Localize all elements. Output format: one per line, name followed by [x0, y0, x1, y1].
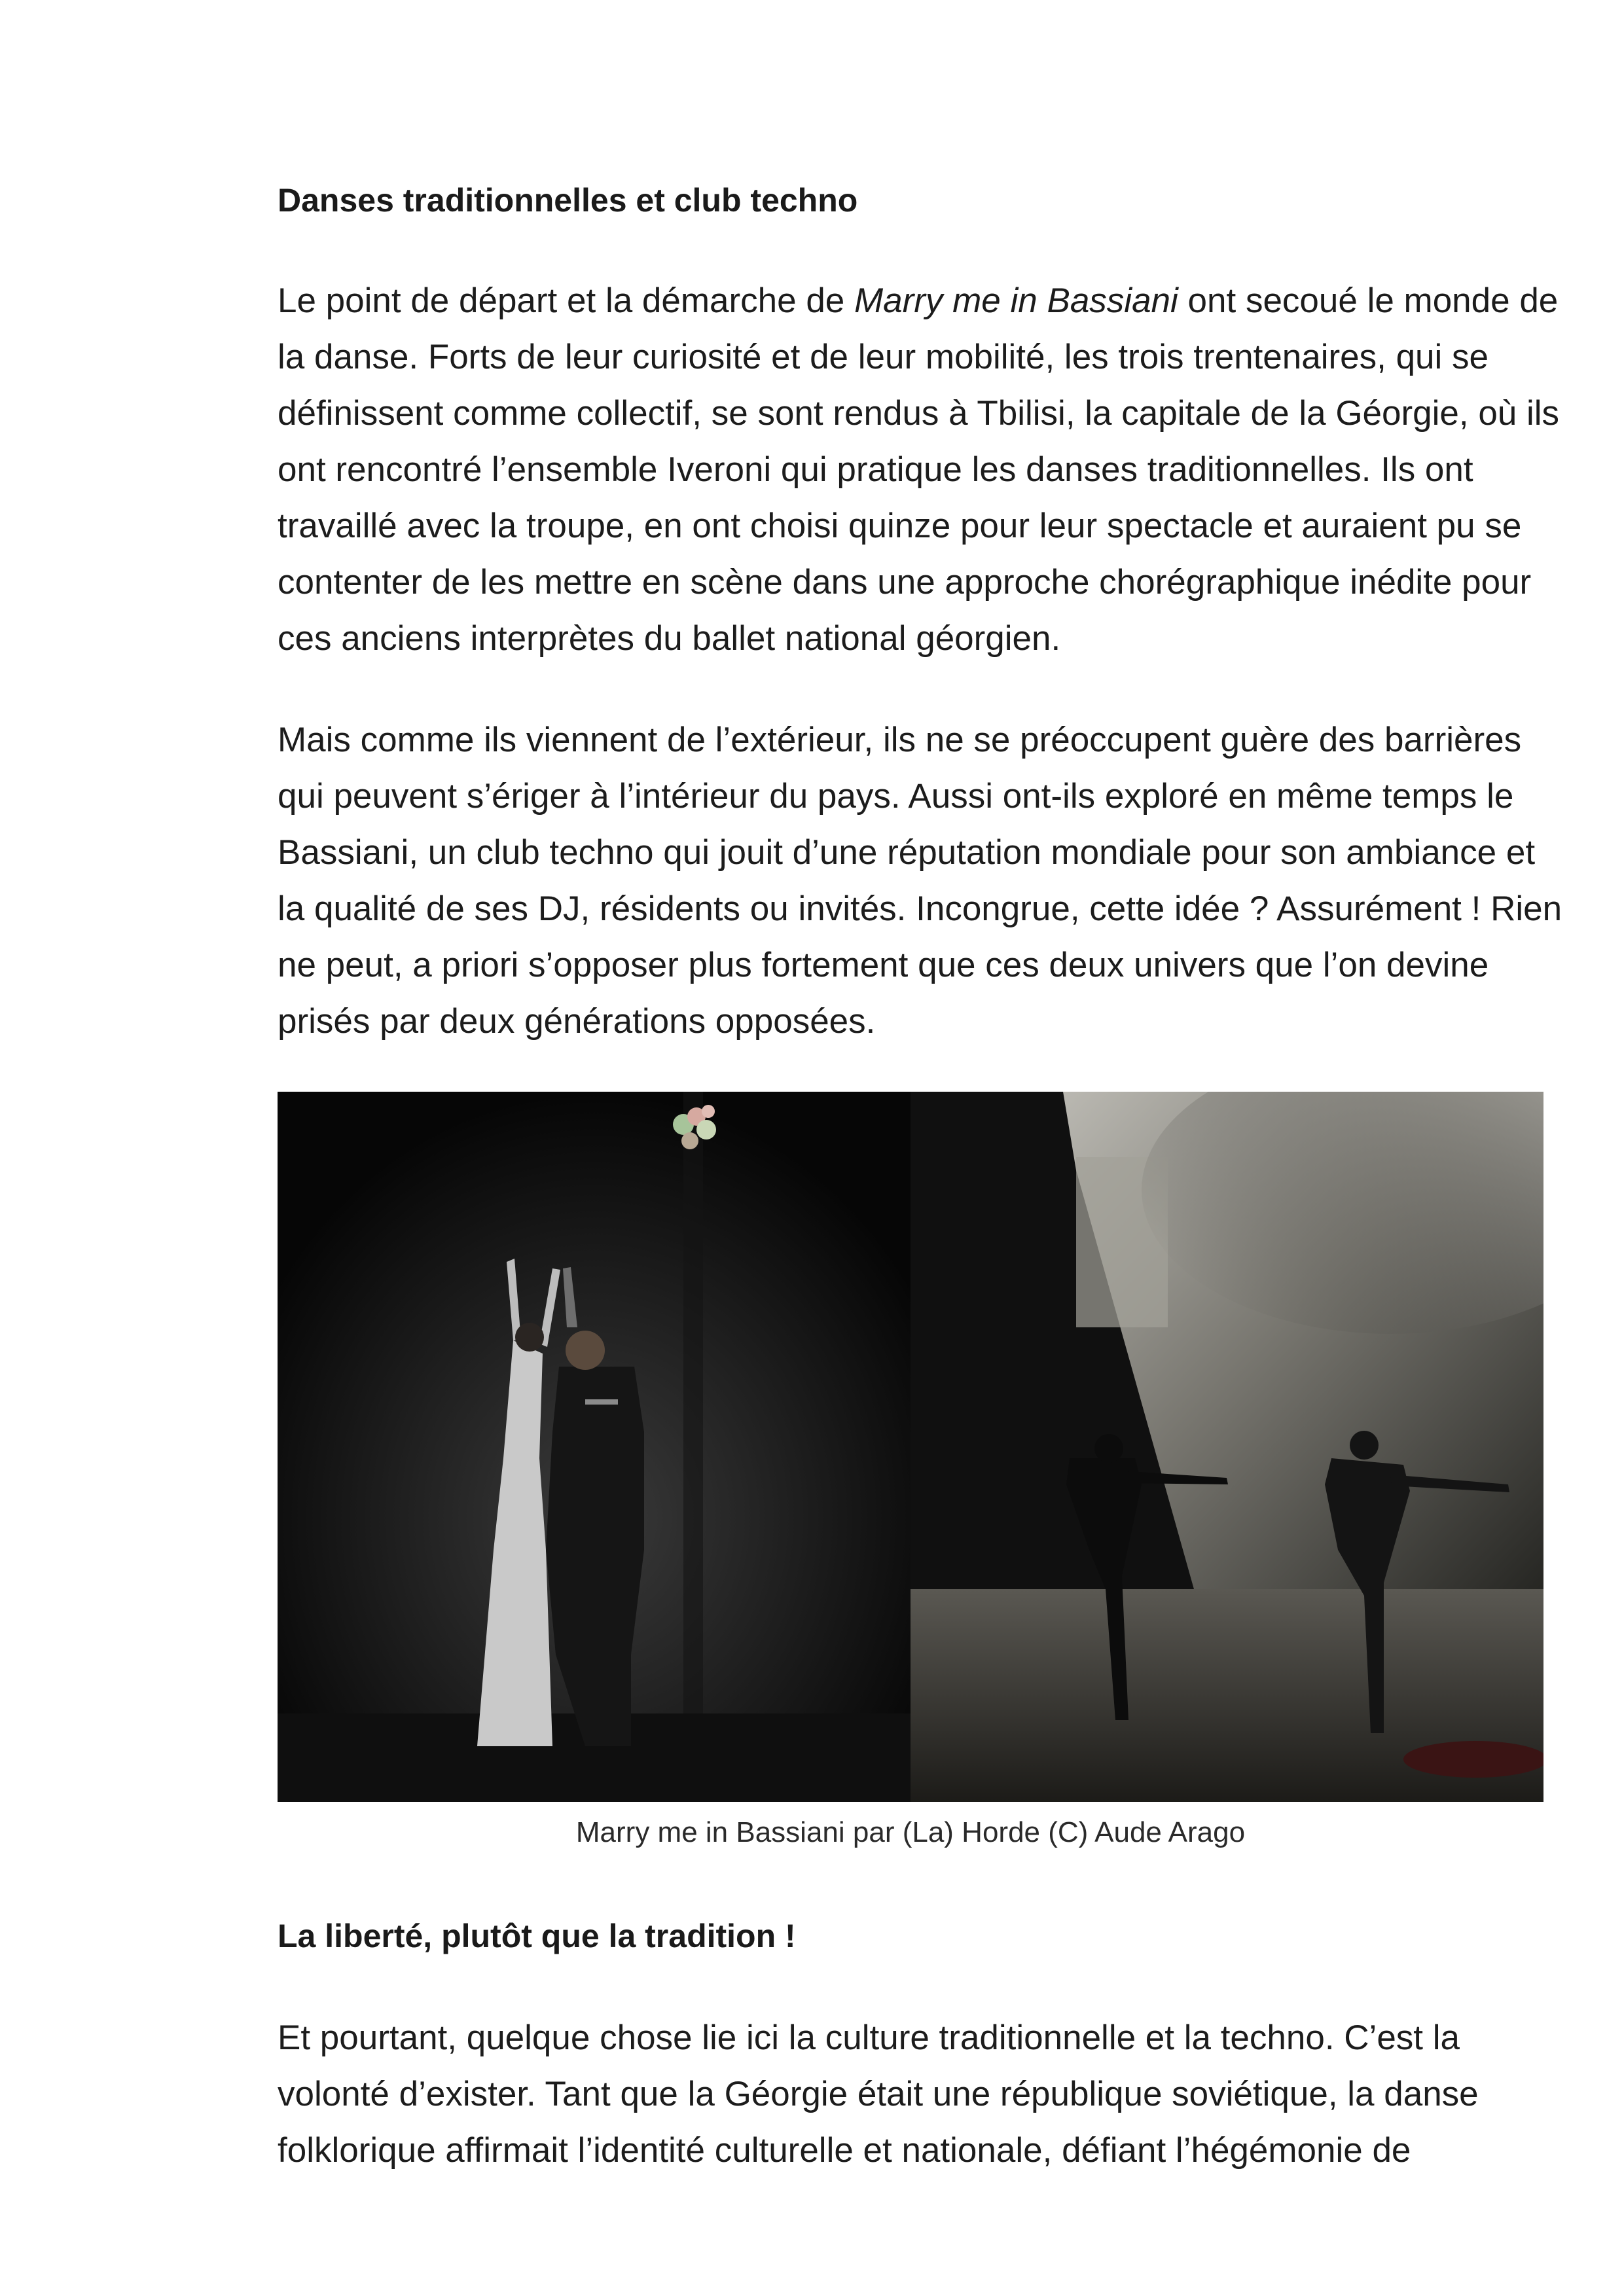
text-line: ces anciens interprètes du ballet national géorgien.: [278, 619, 1061, 658]
paragraph-3: [278, 2010, 1543, 2179]
show-title: Marry me in Bassiani: [854, 281, 1178, 320]
heading-traditional-dances: Danses traditionnelles et club techno: [278, 182, 858, 219]
text-line: folklorique affirmait l’identité culturelle et nationale, défiant l’hégémonie de: [278, 2131, 1411, 2170]
paragraph-2: [278, 712, 1562, 1050]
heading-freedom: La liberté, plutôt que la tradition !: [278, 1918, 796, 1954]
performance-photo: [278, 1092, 1543, 1802]
text-line: prisés par deux générations opposées.: [278, 1002, 876, 1041]
section-heading-1: [278, 181, 1543, 220]
text-line: ne peut, a priori s’opposer plus fortement que ces deux univers que l’on devine: [278, 946, 1489, 984]
right-stage-image: [911, 1092, 1543, 1802]
photo-caption: Marry me in Bassiani par (La) Horde (C) Aude Arago: [575, 1816, 1246, 1848]
text-line: la danse. Forts de leur curiosité et de leur mobilité, les trois trentenaires, qui se: [278, 338, 1489, 376]
text-line: la qualité de ses DJ, résidents ou invités. Incongrue, cette idée ? Assurément ! Rien: [278, 889, 1562, 928]
text-line: qui peuvent s’ériger à l’intérieur du pays. Aussi ont-ils exploré en même temps le: [278, 777, 1514, 816]
text-line: Le point de départ et la démarche de Marry me in Bassiani ont secoué le monde de: [278, 281, 1559, 320]
text-line: contenter de les mettre en scène dans une approche chorégraphique inédite pour: [278, 563, 1532, 601]
section-heading-2: [278, 1916, 1543, 1956]
text-line: ont rencontré l’ensemble Iveroni qui pratique les danses traditionnelles. Ils ont: [278, 450, 1473, 489]
text-line: définissent comme collectif, se sont rendus à Tbilisi, la capitale de la Géorgie, où ils: [278, 394, 1560, 433]
text-line: Bassiani, un club techno qui jouit d’une réputation mondiale pour son ambiance et: [278, 833, 1536, 872]
left-stage-image: [278, 1092, 911, 1802]
paragraph-1: [278, 273, 1560, 667]
text-line: Et pourtant, quelque chose lie ici la culture traditionnelle et la techno. C’est la: [278, 2018, 1460, 2057]
text-line: volonté d’exister. Tant que la Géorgie était une république soviétique, la danse: [278, 2075, 1479, 2113]
text-line: travaillé avec la troupe, en ont choisi quinze pour leur spectacle et auraient pu se: [278, 507, 1522, 545]
text-line: Mais comme ils viennent de l’extérieur, ils ne se préoccupent guère des barrières: [278, 721, 1522, 759]
